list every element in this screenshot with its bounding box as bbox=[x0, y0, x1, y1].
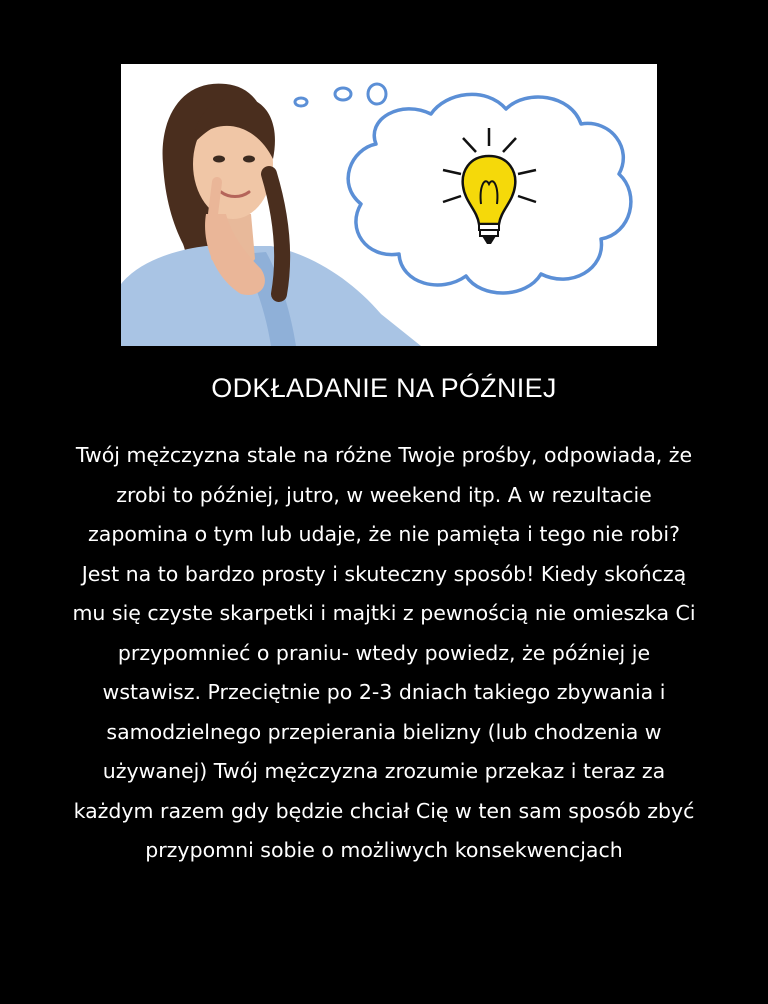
body-line: każdym razem gdy będzie chciał Cię w ten sam sposób zbyć bbox=[73, 798, 695, 823]
body-paragraph bbox=[14, 436, 754, 871]
body-line: przypomni sobie o możliwych konsekwencjach bbox=[145, 838, 623, 862]
body-line: Twój mężczyzna stale na różne Twoje prośby, odpowiada, że bbox=[75, 443, 693, 467]
body-line: używanej) Twój mężczyzna zrozumie przekaz i teraz za bbox=[102, 759, 666, 783]
page-title: ODKŁADANIE NA PÓŹNIEJ bbox=[211, 373, 557, 403]
body-line: zapomina o tym lub udaje, że nie pamięta i tego nie robi? bbox=[88, 522, 680, 546]
body-line: mu się czyste skarpetki i majtki z pewnością nie omieszka Ci bbox=[72, 601, 696, 625]
thought-dots bbox=[295, 84, 386, 106]
body-line: Jest na to bardzo prosty i skuteczny sposób! Kiedy skończą bbox=[81, 561, 687, 586]
body-line: przypomnieć o praniu- wtedy powiedz, że później je bbox=[117, 640, 651, 665]
body-line: wstawisz. Przeciętnie po 2-3 dniach takiego zbywania i bbox=[102, 680, 666, 704]
thinking-woman-illustration bbox=[121, 64, 657, 346]
body-line: zrobi to później, jutro, w weekend itp. A w rezultacie bbox=[116, 482, 652, 507]
body-line: samodzielnego przepierania bielizny (lub chodzenia w bbox=[106, 719, 662, 744]
